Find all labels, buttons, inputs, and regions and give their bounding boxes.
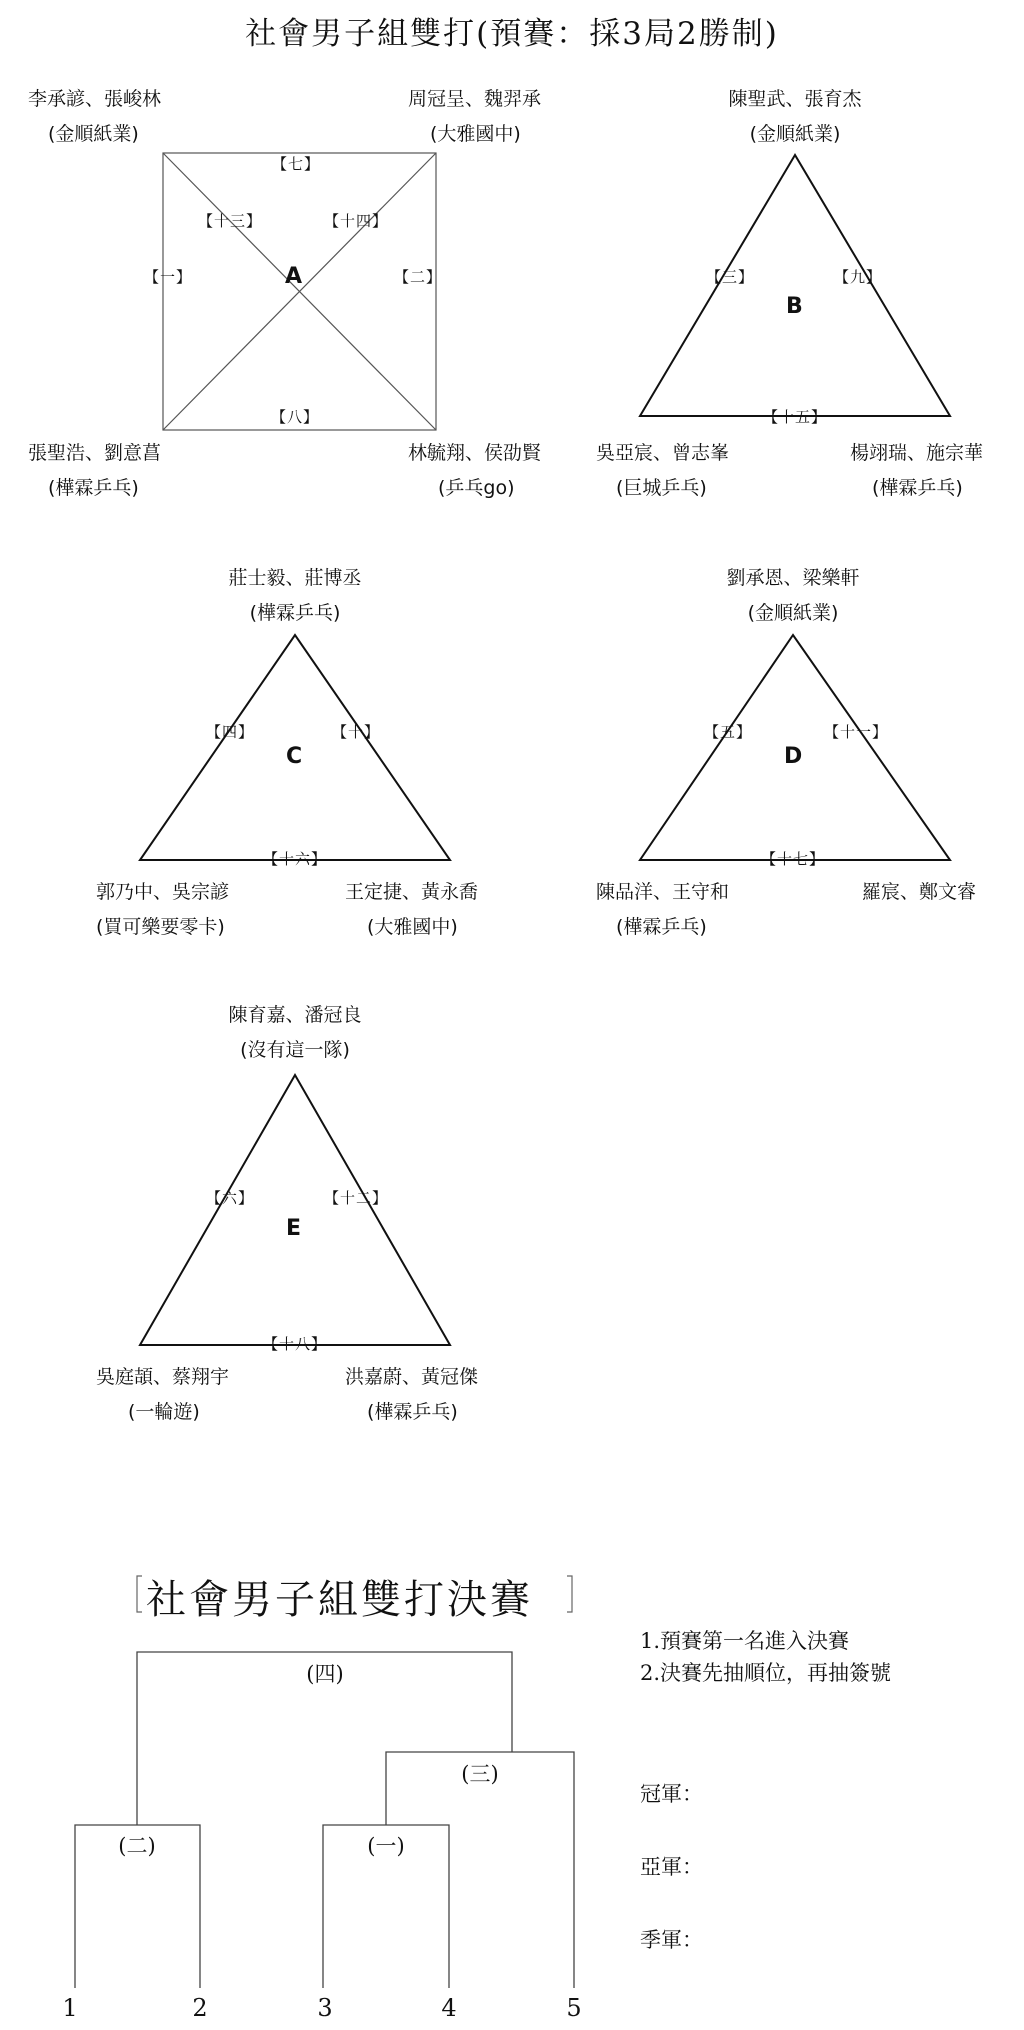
- match-number: 【十八】: [262, 1335, 328, 1353]
- team-name: 王定捷、黃永喬: [345, 881, 479, 903]
- final-title: 社會男子組雙打決賽: [146, 1577, 533, 1623]
- team-club: (樺霖乒乓): [249, 602, 341, 624]
- team-club: (金順紙業): [749, 123, 841, 145]
- group-b-triangle: [640, 155, 950, 416]
- group-label: A: [285, 264, 303, 289]
- team-name: 莊士毅、莊博丞: [228, 567, 362, 589]
- team-club: (巨城乒乓): [616, 477, 707, 499]
- match-number: 【三】: [705, 268, 755, 286]
- team-name: 吳庭頡、蔡翔宇: [96, 1366, 230, 1388]
- team-name: 劉承恩、梁樂軒: [726, 567, 860, 589]
- match-number: 【九】: [833, 268, 883, 286]
- team-name: 陳育嘉、潘冠良: [228, 1004, 362, 1026]
- final-note: 2.決賽先抽順位，再抽簽號: [640, 1661, 892, 1685]
- match-number: 【十】: [331, 723, 381, 741]
- team-club: (樺霖乒乓): [616, 916, 707, 938]
- team-club: (買可樂要零卡): [96, 916, 225, 938]
- team-club: (乒乓go): [438, 477, 515, 499]
- group-label: E: [286, 1216, 302, 1241]
- match-number: 【八】: [270, 408, 320, 426]
- team-club: (大雅國中): [430, 123, 521, 145]
- bracket-slot: 3: [317, 1994, 333, 2022]
- match-number: 【十六】: [262, 850, 328, 868]
- team-club: (樺霖乒乓): [367, 1401, 458, 1423]
- final-bracket: [75, 1652, 574, 1988]
- team-name: 張聖浩、劉意菖: [28, 442, 162, 464]
- runner-up-label: 亞軍：: [640, 1855, 703, 1879]
- group-e-triangle: [140, 1075, 450, 1345]
- team-club: (樺霖乒乓): [48, 477, 139, 499]
- match-number: 【六】: [205, 1189, 255, 1207]
- team-name: 吳亞宸、曾志峯: [596, 442, 730, 464]
- team-club: (金順紙業): [747, 602, 839, 624]
- page-title: 社會男子組雙打(預賽：採3局2勝制): [245, 16, 779, 52]
- match-number: 【十七】: [760, 850, 826, 868]
- team-club: (金順紙業): [48, 123, 139, 145]
- match-number: 【十四】: [323, 212, 389, 230]
- match-number: 【五】: [703, 723, 753, 741]
- bracket-slot: 1: [62, 1994, 78, 2022]
- team-club: (大雅國中): [367, 916, 458, 938]
- team-club: (沒有這一隊): [240, 1039, 350, 1061]
- team-name: 楊翊瑞、施宗華: [850, 442, 984, 464]
- match-number: 【七】: [271, 155, 321, 173]
- match-number: 【十三】: [197, 212, 263, 230]
- round-label: (三): [461, 1762, 499, 1786]
- third-place-label: 季軍：: [640, 1928, 703, 1952]
- match-number: 【十一】: [823, 723, 889, 741]
- team-name: 陳品洋、王守和: [596, 881, 730, 903]
- team-name: 林毓翔、侯劭賢: [408, 442, 542, 464]
- team-name: 洪嘉蔚、黃冠傑: [345, 1366, 479, 1388]
- match-number: 【四】: [205, 723, 255, 741]
- team-club: (樺霖乒乓): [872, 477, 963, 499]
- team-name: 羅宸、鄭文睿: [862, 881, 977, 903]
- match-number: 【二】: [393, 268, 443, 286]
- final-note: 1.預賽第一名進入決賽: [640, 1629, 850, 1653]
- round-label: (四): [306, 1662, 344, 1686]
- round-label: (二): [118, 1834, 156, 1858]
- team-name: 郭乃中、吳宗諺: [96, 881, 230, 903]
- team-name: 周冠呈、魏羿承: [408, 88, 542, 110]
- team-name: 李承諺、張峻林: [28, 88, 162, 110]
- bracket-slot: 5: [566, 1994, 582, 2022]
- bracket-slot: 4: [441, 1994, 457, 2022]
- group-label: D: [784, 744, 803, 769]
- team-name: 陳聖武、張育杰: [728, 88, 862, 110]
- bracket-slot: 2: [192, 1994, 208, 2022]
- match-number: 【十二】: [323, 1189, 389, 1207]
- champion-label: 冠軍：: [640, 1782, 703, 1806]
- group-label: C: [286, 744, 303, 769]
- match-number: 【十五】: [762, 408, 828, 426]
- match-number: 【一】: [143, 268, 193, 286]
- round-label: (一): [367, 1834, 405, 1858]
- group-label: B: [786, 294, 803, 319]
- team-club: (一輪遊): [128, 1401, 200, 1423]
